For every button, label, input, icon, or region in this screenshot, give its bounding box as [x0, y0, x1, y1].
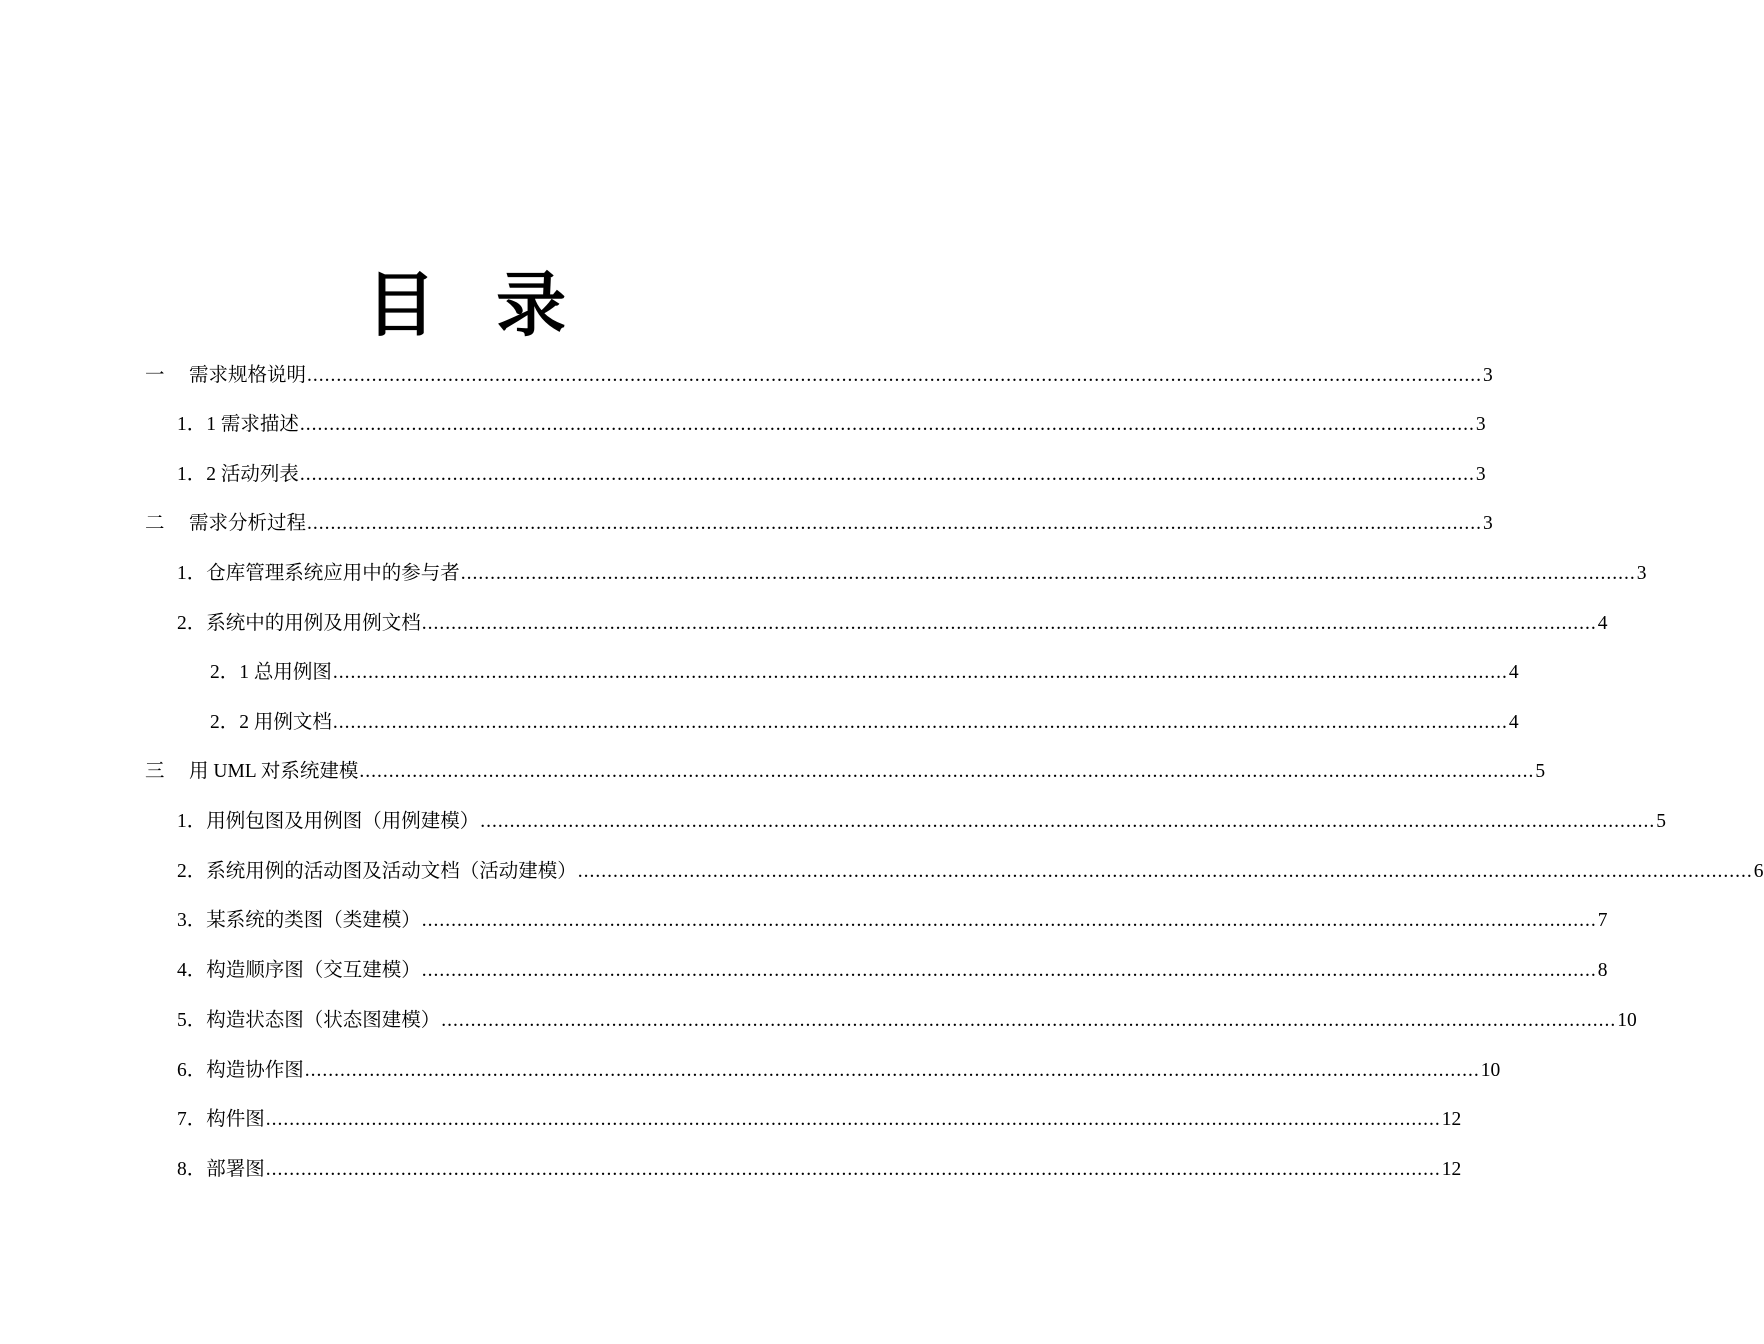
dot-leader: ........................................................................................................................................................................................................: [299, 414, 1475, 435]
dot-leader: ........................................................................................................................................................................................................: [421, 613, 1597, 634]
toc-entry-page: 10: [1617, 1010, 1637, 1031]
toc-entry-page: 7: [1597, 910, 1608, 931]
toc-title: 目 录: [365, 263, 585, 346]
toc-entry-number: 二: [145, 513, 165, 534]
toc-entry-label: 1．用例包图及用例图（用例建模）: [177, 811, 480, 832]
toc-entry-1-2[interactable]: [177, 460, 1486, 490]
dot-leader: ........................................................................................................................................................................................................: [265, 1109, 1441, 1130]
toc-entry-1-1[interactable]: [177, 410, 1486, 440]
dot-leader: ........................................................................................................................................................................................................: [421, 960, 1597, 981]
toc-entry-page: 4: [1508, 712, 1519, 733]
toc-entry-label: 用 UML 对系统建模: [189, 761, 359, 782]
toc-entry-page: 5: [1535, 761, 1546, 782]
dot-leader: ........................................................................................................................................................................................................: [299, 464, 1475, 485]
toc-entry-3-3[interactable]: [177, 906, 1608, 936]
dot-leader: ........................................................................................................................................................................................................: [577, 861, 1753, 882]
toc-entry-label: 1．2 活动列表: [177, 464, 299, 485]
dot-leader: ........................................................................................................................................................................................................: [307, 365, 1483, 386]
toc-entry-page: 3: [1636, 563, 1647, 584]
toc-entry-label: 5．构造状态图（状态图建模）: [177, 1010, 441, 1031]
toc-entry-3-2[interactable]: [177, 857, 1764, 887]
toc-entry-page: 3: [1483, 365, 1493, 386]
toc-entry-page: 12: [1441, 1109, 1462, 1130]
toc-entry-chapter-3[interactable]: [145, 757, 1546, 787]
toc-entry-3-6[interactable]: [177, 1056, 1501, 1086]
toc-entry-label: 1．仓库管理系统应用中的参与者: [177, 563, 460, 584]
toc-entry-3-4[interactable]: [177, 956, 1608, 986]
toc-entry-3-7[interactable]: [177, 1105, 1462, 1135]
dot-leader: ........................................................................................................................................................................................................: [480, 811, 1656, 832]
toc-entry-label: 需求分析过程: [189, 513, 307, 534]
toc-entry-number: 一: [145, 365, 165, 386]
toc-entry-label: 1．1 需求描述: [177, 414, 299, 435]
toc-entry-3-8[interactable]: [177, 1155, 1462, 1185]
toc-entry-page: 3: [1483, 513, 1493, 534]
toc-entry-page: 3: [1475, 414, 1486, 435]
dot-leader: ........................................................................................................................................................................................................: [421, 910, 1597, 931]
toc-entry-2-1[interactable]: [177, 559, 1647, 589]
toc-entry-label: 需求规格说明: [189, 365, 307, 386]
toc-entry-label: 2．1 总用例图: [210, 662, 332, 683]
toc-entry-label: 8．部署图: [177, 1159, 265, 1180]
toc-entry-3-1[interactable]: [177, 807, 1667, 837]
dot-leader: ........................................................................................................................................................................................................: [304, 1060, 1480, 1081]
toc-entry-label: 4．构造顺序图（交互建模）: [177, 960, 421, 981]
toc-entry-page: 4: [1508, 662, 1519, 683]
toc-entry-label: 7．构件图: [177, 1109, 265, 1130]
toc-entry-page: 12: [1441, 1159, 1462, 1180]
toc-entry-2-2-2[interactable]: [210, 708, 1519, 738]
dot-leader: ........................................................................................................................................................................................................: [332, 712, 1508, 733]
toc-entry-number: 三: [145, 761, 165, 782]
toc-entry-page: 8: [1597, 960, 1608, 981]
toc-entry-page: 3: [1475, 464, 1486, 485]
toc-entry-page: 10: [1480, 1060, 1501, 1081]
toc-entry-label: 3．某系统的类图（类建模）: [177, 910, 421, 931]
toc-entry-3-5[interactable]: [177, 1006, 1637, 1036]
toc-entry-label: 2．2 用例文档: [210, 712, 332, 733]
toc-entry-label: 2．系统中的用例及用例文档: [177, 613, 421, 634]
toc-entry-page: 5: [1656, 811, 1667, 832]
toc-entry-label: 6．构造协作图: [177, 1060, 304, 1081]
toc-entry-chapter-1[interactable]: [145, 361, 1493, 391]
dot-leader: ........................................................................................................................................................................................................: [265, 1159, 1441, 1180]
toc-entry-2-2[interactable]: [177, 609, 1608, 639]
toc-entry-2-2-1[interactable]: [210, 658, 1519, 688]
dot-leader: ........................................................................................................................................................................................................: [332, 662, 1508, 683]
dot-leader: ........................................................................................................................................................................................................: [307, 513, 1483, 534]
toc-entry-label: 2．系统用例的活动图及活动文档（活动建模）: [177, 861, 577, 882]
toc-entry-page: 6: [1753, 861, 1764, 882]
dot-leader: ........................................................................................................................................................................................................: [441, 1010, 1617, 1031]
dot-leader: ........................................................................................................................................................................................................: [460, 563, 1636, 584]
dot-leader: ........................................................................................................................................................................................................: [359, 761, 1535, 782]
toc-entry-chapter-2[interactable]: [145, 509, 1493, 539]
toc-entry-page: 4: [1597, 613, 1608, 634]
